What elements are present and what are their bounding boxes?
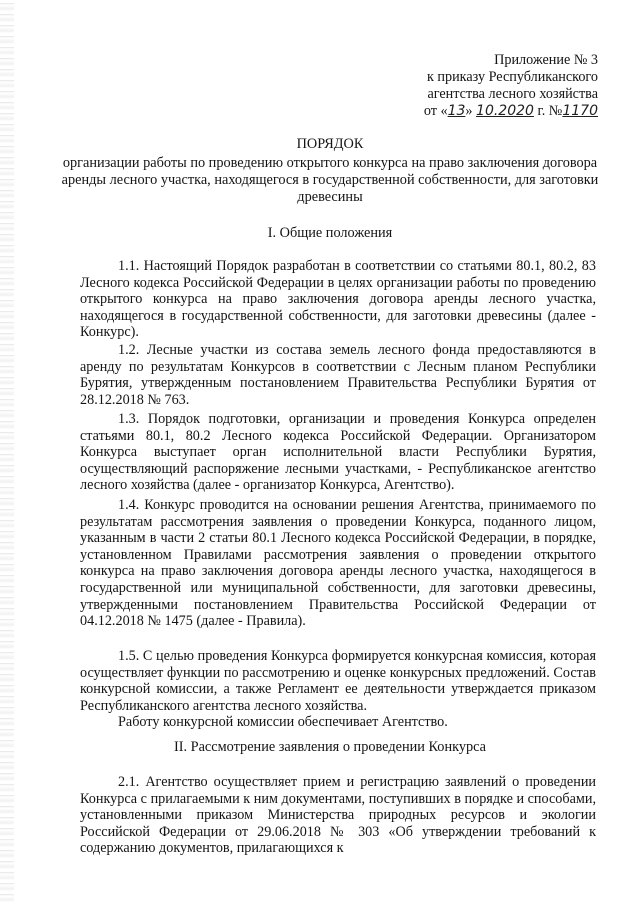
- scan-edge-artifact: [0, 0, 14, 905]
- section-2-heading: II. Рассмотрение заявления о проведении Конкурса: [173, 739, 487, 755]
- paragraph-2-1: 2.1. Агентство осуществляет прием и регистрацию заявлений о проведении Конкурса с прилагаемыми к ним документами, поступивших в порядке и способами, установленными приказом Министерства природных ресурсов и экологии Российской Федерации от 29.06.2018 № 303 «Об утверждении требований к содержанию документов, прилагающихся к: [80, 774, 596, 857]
- paragraph-1-5: 1.5. С целью проведения Конкурса формируется конкурсная комиссия, которая осуществляет функции по рассмотрению и оценке конкурсных предложений. Состав конкурсной комиссии, а также Регламент ее деятельности утверждается приказом Республиканского агентства лесного хозяйства.: [80, 648, 596, 714]
- handwritten-day: 13: [447, 103, 466, 119]
- date-suffix: г. №: [533, 103, 563, 119]
- appendix-line-3: агентства лесного хозяйства: [427, 86, 598, 102]
- appendix-date-line: [398, 103, 598, 120]
- appendix-block: [398, 52, 598, 120]
- handwritten-order-number: 1170: [562, 103, 598, 119]
- paragraph-1-2: 1.2. Лесные участки из состава земель лесного фонда предоставляются в аренду по результатам Конкурсов в соответствии с Лесным планом Республики Бурятия, утвержденным постановлением Правительства Республики Бурятия от 28.12.2018 № 763.: [80, 342, 596, 408]
- document-title: [60, 136, 600, 206]
- paragraph-1-3: 1.3. Порядок подготовки, организации и проведения Конкурса определен статьями 80.1, 80.2 Лесного кодекса Российской Федерации. Организатором Конкурса выступает орган исполнительной власти Республики Бурятия, осуществляющий распоряжение лесными участками, - Республиканское агентство лесного хозяйства (далее - организатор Конкурса, Агентство).: [80, 411, 596, 494]
- paragraph-1-1: 1.1. Настоящий Порядок разработан в соответствии со статьями 80.1, 80.2, 83 Лесного кодекса Российской Федерации в целях организации работы по проведению открытого конкурса на право заключения договора аренды лесного участка, находящегося в государственной собственности, для заготовки древесины (далее - Конкурс).: [80, 258, 596, 341]
- date-prefix: от «: [423, 103, 448, 119]
- appendix-line-2: к приказу Республиканского: [426, 69, 598, 85]
- appendix-line-1: Приложение № 3: [494, 52, 598, 68]
- paragraph-1-4: 1.4. Конкурс проводится на основании решения Агентства, принимаемого по результатам рассмотрения заявления о проведении Конкурса, поданного лицом, указанным в части 2 статьи 80.1 Лесного кодекса Российской Федерации, в порядке, установленном Правилами рассмотрения заявления о проведении открытого конкурса на право заключения договора аренды лесного участка, находящегося в государственной или муниципальной собственности, для заготовки древесины, утвержденными постановлением Правительства Российской Федерации от 04.12.2018 № 1475 (далее - Правила).: [80, 497, 596, 630]
- paragraph-1-6: Работу конкурсной комиссии обеспечивает Агентство.: [118, 714, 448, 730]
- date-mid: »: [465, 103, 477, 119]
- section-1-heading: I. Общие положения: [267, 225, 393, 241]
- title-heading: ПОРЯДОК: [296, 136, 364, 152]
- handwritten-month-year: 10.2020: [476, 103, 534, 119]
- title-subtitle: организации работы по проведению открытого конкурса на право заключения договора аренды лесного участка, находящегося в государственной собственности, для заготовки древесины: [61, 155, 599, 205]
